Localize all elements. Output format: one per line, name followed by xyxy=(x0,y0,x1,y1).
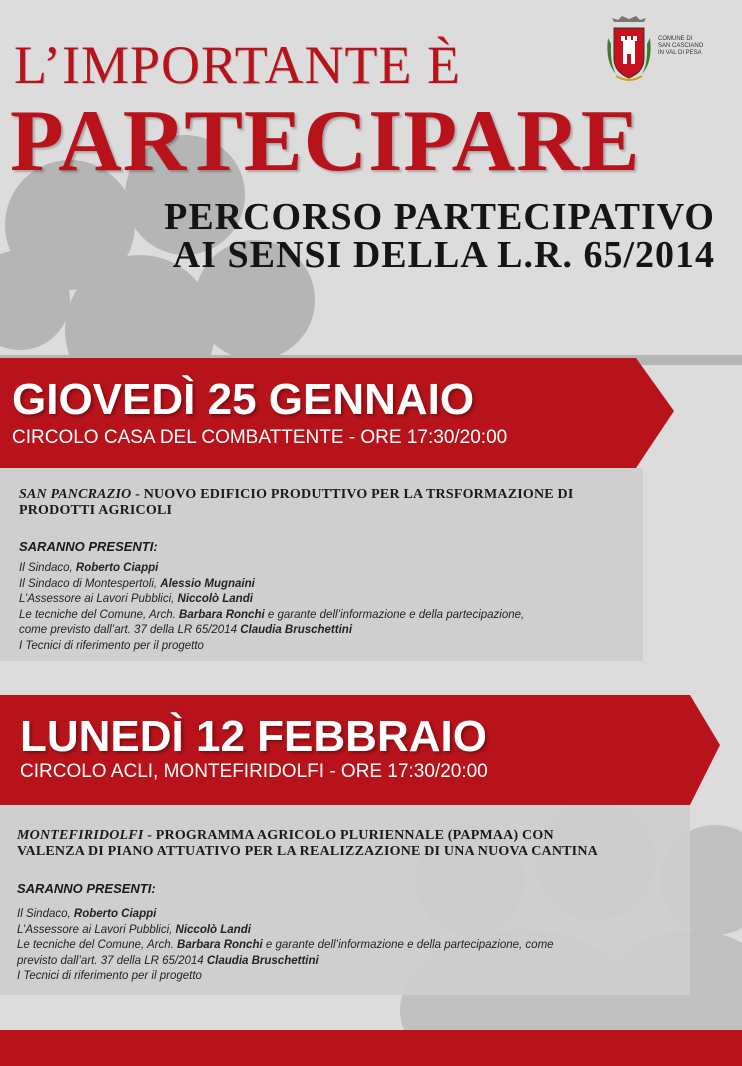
event-card-title: MONTEFIRIDOLFI - PROGRAMMA AGRICOLO PLURIENNALE (PAPMAA) CON VALENZA DI PIANO ATTUATIVO PER LA REALIZZAZIONE DI UNA NUOVA CANTINA xyxy=(17,828,598,859)
event-location: MONTEFIRIDOLFI xyxy=(17,828,144,843)
footer-bar xyxy=(0,1030,742,1066)
event-place: CIRCOLO CASA DEL COMBATTENTE - ORE 17:30/20:00 xyxy=(12,427,508,448)
event-title-line2: PRODOTTI AGRICOLI xyxy=(19,503,173,518)
presenti-line: Le tecniche del Comune, Arch. Barbara Ronchi e garante dell’informazione e della partecipazione, xyxy=(19,608,525,621)
presenti-label: SARANNO PRESENTI: xyxy=(17,881,156,896)
presenti-line: L’Assessore ai Lavori Pubblici, Niccolò Landi xyxy=(19,593,253,605)
event-date: GIOVEDÌ 25 GENNAIO xyxy=(12,375,475,424)
headline-line1: L’IMPORTANTE È xyxy=(14,35,461,95)
presenti-line: L’Assessore ai Lavori Pubblici, Niccolò Landi xyxy=(17,923,251,936)
presenti-label: SARANNO PRESENTI: xyxy=(19,539,158,554)
event-title-line1: PROGRAMMA AGRICOLO PLURIENNALE (PAPMAA) CON xyxy=(155,828,554,843)
event-title-line2: VALENZA DI PIANO ATTUATIVO PER LA REALIZZAZIONE DI UNA NUOVA CANTINA xyxy=(17,844,598,859)
presenti-line: Il Sindaco, Roberto Ciappi xyxy=(17,908,157,920)
event-date: LUNEDÌ 12 FEBBRAIO xyxy=(20,712,487,761)
subtitle-line1: PERCORSO PARTECIPATIVO xyxy=(164,196,715,238)
presenti-line: I Tecnici di riferimento per il progetto xyxy=(17,970,202,982)
event-location: SAN PANCRAZIO xyxy=(19,487,132,502)
coat-of-arms-icon xyxy=(602,14,656,86)
presenti-line: previsto dall’art. 37 della LR 65/2014 Claudia Bruschettini xyxy=(17,954,319,967)
headline-line2: PARTECIPARE xyxy=(10,93,641,190)
event-card-title: SAN PANCRAZIO - NUOVO EDIFICIO PRODUTTIVO PER LA TRSFORMAZIONE DI PRODOTTI AGRICOLI xyxy=(19,487,574,518)
event-place: CIRCOLO ACLI, MONTEFIRIDOLFI - ORE 17:30/20:00 xyxy=(20,761,488,782)
presenti-list xyxy=(17,907,687,985)
logo-text xyxy=(658,36,728,57)
presenti-line: Le tecniche del Comune, Arch. Barbara Ronchi e garante dell’informazione e della partecipazione, come xyxy=(17,939,554,951)
presenti-line: come previsto dall’art. 37 della LR 65/2014 Claudia Bruschettini xyxy=(19,624,353,636)
subtitle xyxy=(70,198,715,274)
presenti-line: Il Sindaco, Roberto Ciappi xyxy=(19,562,159,574)
subtitle-line2: AI SENSI DELLA L.R. 65/2014 xyxy=(172,234,715,276)
logo-line2: SAN CASCIANO xyxy=(658,43,704,49)
presenti-line: I Tecnici di riferimento per il progetto xyxy=(19,639,204,652)
event-title-line1: NUOVO EDIFICIO PRODUTTIVO PER LA TRSFORMAZIONE DI xyxy=(143,487,574,502)
logo-line1: COMUNE DI xyxy=(658,36,693,42)
logo-line3: IN VAL DI PESA xyxy=(658,50,702,56)
event-banner-2 xyxy=(0,695,742,805)
presenti-list xyxy=(19,561,639,654)
event-banner-1 xyxy=(0,358,742,468)
presenti-line: Il Sindaco di Montespertoli, Alessio Mugnaini xyxy=(19,577,255,590)
